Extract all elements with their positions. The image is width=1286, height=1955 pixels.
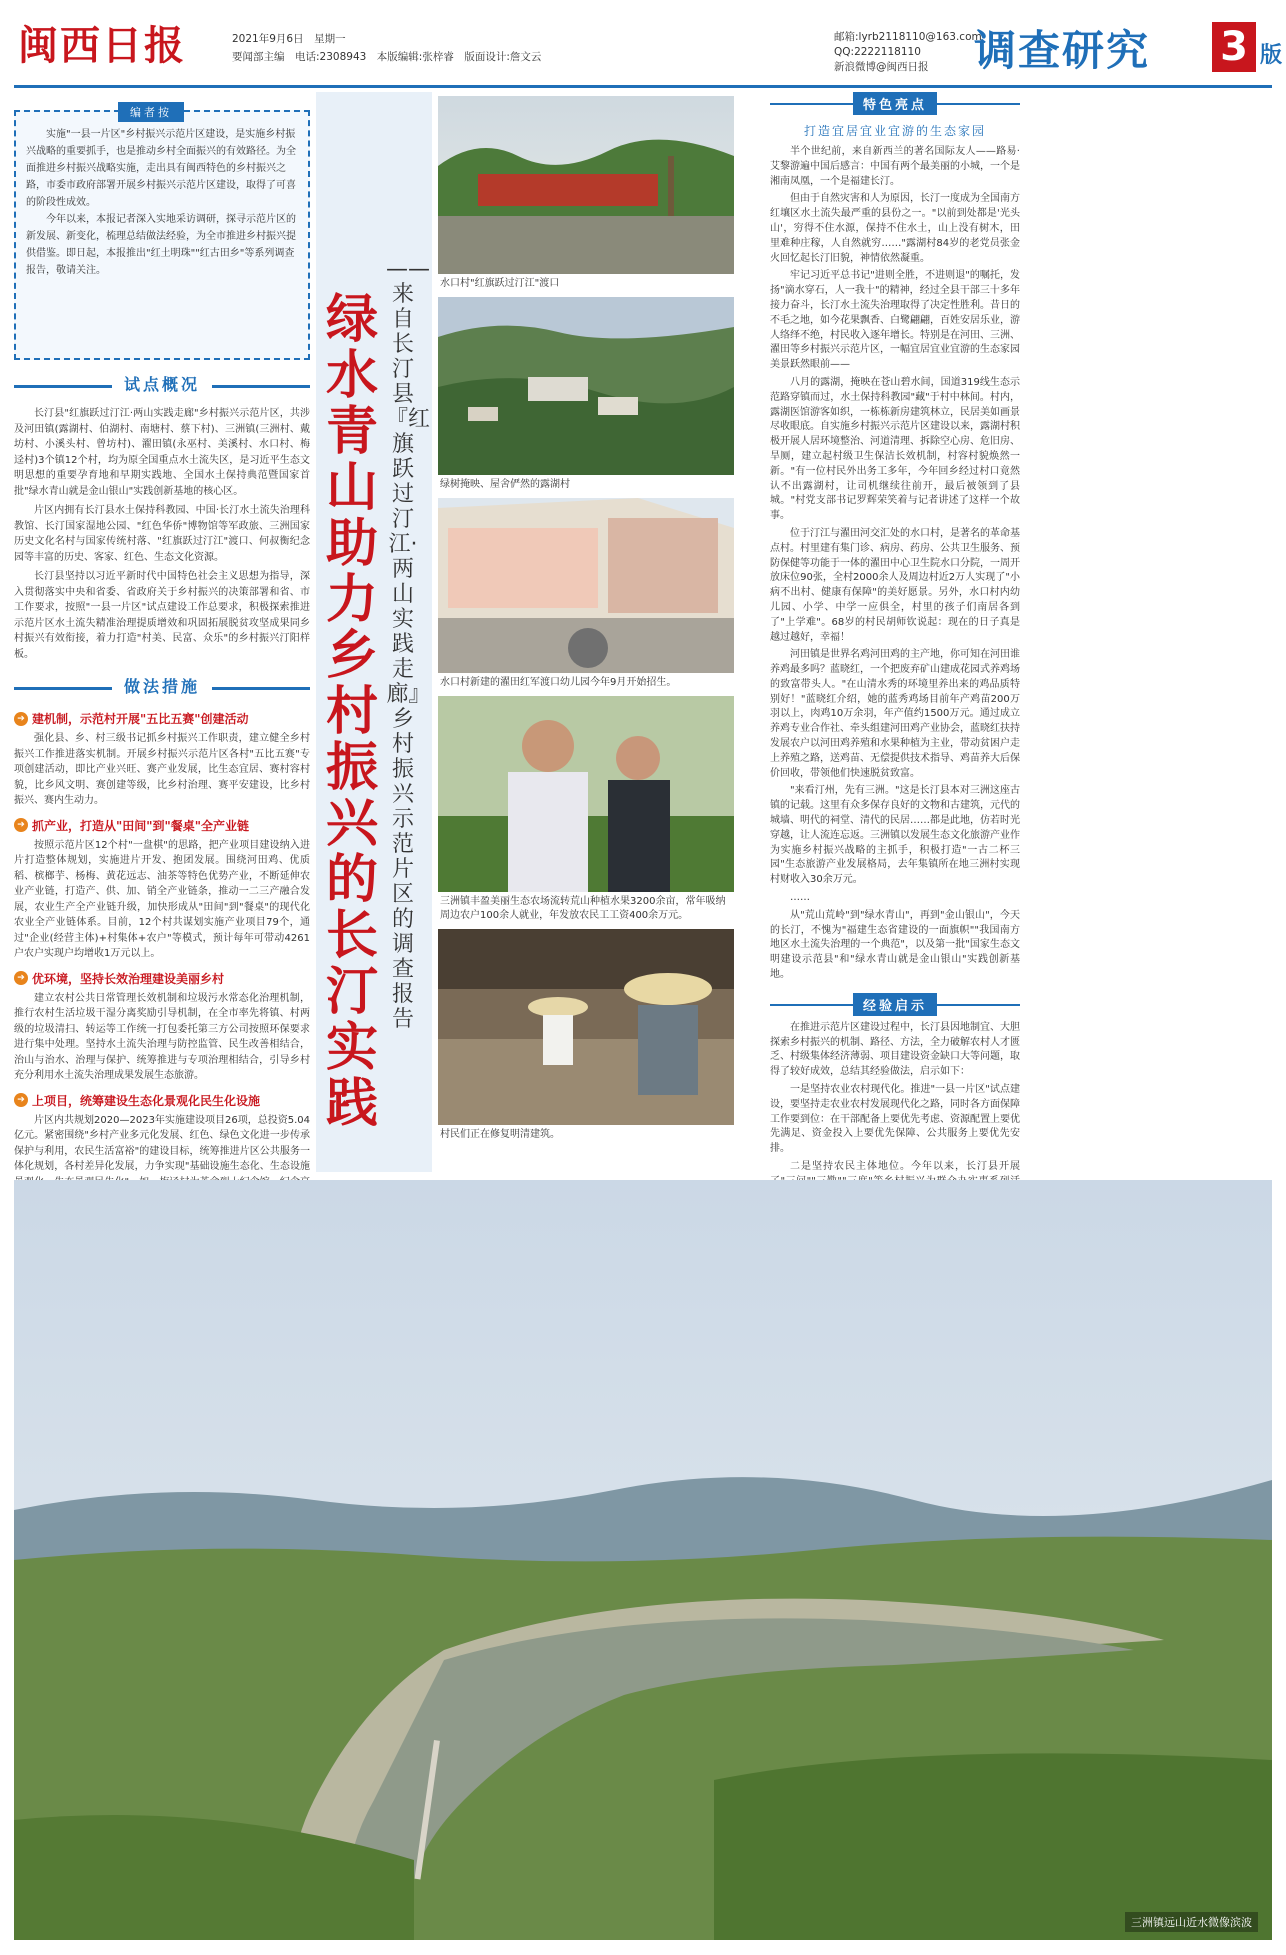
ferry-photo-image — [438, 96, 734, 274]
measure-text: 强化县、乡、村三级书记抓乡村振兴工作职责，建立健全乡村振兴工作推进落实机制。开展乡村振兴示范片区各村"五比五赛"专项创建活动，即比产业兴旺、赛产业发展，比生态宜居、赛村容村貌，比乡风文明、赛创建等级，比乡村治理、赛平安建设，比乡村振兴、赛内生动力。 — [14, 733, 310, 806]
measures-title: 做法措施 — [112, 674, 212, 697]
highlights-paragraph: "来看汀州，先有三洲。"这是长汀县本对三洲这座古镇的记载。这里有众多保存良好的文物和古建筑，元代的城墙、明代的祠堂、清代的民居……都是此地，仿若时光穿越，让人流连忘返。三洲镇以发展生态文化旅游产业作为实施乡村振兴战略的主抓手，积极打造"一古二杯三园"生态旅游产业发展格局，去年集镇所在地三洲村实现村财收入30余万元。 — [770, 785, 1020, 886]
photo-caption: 水口村新建的濯田红军渡口幼儿园今年9月开始招生。 — [440, 677, 677, 688]
panorama-photo — [14, 1180, 1272, 1940]
village-photo-image — [438, 297, 734, 475]
photo-kindergarten — [438, 498, 734, 673]
email-text: 邮箱:lyrb2118110@163.com — [834, 31, 982, 43]
photo-caption: 三洲镇丰盈美丽生态农场流转荒山种植水果3200余亩，常年吸纳周边农户100余人就业，年发放农民工工资400余万元。 — [440, 896, 726, 921]
masthead-contact — [834, 30, 982, 75]
highlights-paragraph: 牢记习近平总书记"进则全胜，不进则退"的嘱托，发扬"滴水穿石，人一我十"的精神，经过全县干部三十多年接力奋斗，长汀水土流失治理取得了决定性胜利。昔日的不毛之地，如今花果飘香、白鹭翩翩，百姓安居乐业，游人络绎不绝，村民收入逐年增长。特别是在河田、三洲、濯田等乡村振兴示范片区，一幅宜居宜业宜游的生态家园美景跃然眼前—— — [770, 270, 1020, 371]
highlights-title: 特色亮点 — [853, 92, 937, 115]
editor-note-paragraph: 实施"一县一片区"乡村振兴示范片区建设，是实施乡村振兴战略的重要抓手，也是推动乡村全面振兴的有效路径。为全面推进乡村振兴战略实施，走出具有闽西特色的乡村振兴之路，市委市政府部署开展乡村振兴示范片区建设，取得了可喜的阶段性成效。 — [26, 129, 296, 208]
section-title: 调查研究 — [974, 26, 1151, 75]
overview-paragraph: 长汀县坚持以习近平新时代中国特色社会主义思想为指导，深入贯彻落实中央和省委、省政府关于乡村振兴的决策部署和省、市工作要求，按照"一县一片区"试点建设工作总要求，积极探索推进示范片区水土流失精准治理提质增效和巩固拓展脱贫攻坚成果同乡村振兴有效衔接，着力打造"村美、民富、众乐"的乡村振兴汀阳样板。 — [14, 571, 310, 660]
photo-ferry-crossing — [438, 96, 734, 274]
overview-paragraph: 片区内拥有长汀县水土保持科教园、中国·长汀水土流失治理科教馆、长汀国家湿地公园、"红色华侨"博物馆等军政旅、三洲国家历史文化名村与国家传统村落、"红旗跃过汀江"渡口、何叔衡纪念园等丰富的历史、客家、红色、生态文化资源。 — [14, 505, 310, 563]
page-suffix: 版 — [1260, 43, 1283, 68]
kindergarten-photo-image — [438, 498, 734, 673]
photo-caption: 绿树掩映、屋舍俨然的露湖村 — [440, 479, 570, 490]
measure-text: 建立农村公共日常管理长效机制和垃圾污水常态化治理机制，推行农村生活垃圾干湿分离奖励引导机制，在全市率先将镇、村两级的垃圾清扫、转运等工作统一打包委托第三方公司按照环保要求进行集中处理。坚持水土流失治理与防控监管、民生改善相结合，治山与治水、治理与保护、统筹推进与专项治理相结合，引导乡村充分利用水土流失治理成果发展生态旅游。 — [14, 992, 310, 1081]
highlights-heading — [770, 92, 1020, 116]
newspaper-logo: 闽西日报 — [18, 22, 186, 69]
experience-title: 经验启示 — [853, 993, 937, 1016]
masthead-info — [232, 30, 541, 66]
measure-heading-text: 优环境，坚持长效治理建设美丽乡村 — [32, 971, 225, 986]
photo-restoration — [438, 929, 734, 1125]
measure-heading-text: 抓产业，打造从"田间"到"餐桌"全产业链 — [32, 818, 250, 833]
experience-paragraph: 二是坚持农民主体地位。今年以来，长汀县开展 — [790, 1161, 1020, 1172]
arrow-icon: ➔ — [14, 712, 28, 726]
panorama-image — [14, 1180, 1272, 1940]
measure-heading-text: 上项目，统筹建设生态化景观化民生化设施 — [32, 1093, 261, 1108]
restoration-photo-image — [438, 929, 734, 1125]
photo-farm-workers — [438, 696, 734, 892]
highlights-paragraph: 河田镇是世界名鸡河田鸡的主产地，你可知在河田谁养鸡最多吗？蓝晓红，一个把废弃矿山建成花园式养鸡场的致富带头人。"在山清水秀的环境里养出来的鸡品质特别好！"蓝晓红介绍，她的蓝秀鸡场目前年产鸡苗200万羽以上，肉鸡10万余羽，年产值约1500万元。通过成立养鸡专业合作社、牵头组建河田鸡产业协会，蓝晓红扶持发展农户以河田鸡养殖和水果种植为主业，带动贫困户走上养殖之路，送鸡苗、无偿提供技术指导、鸡苗养大后保价回收，带领他们快速脱贫致富。 — [770, 649, 1020, 779]
photo-luhu-village — [438, 297, 734, 475]
date-line: 2021年9月6日 星期一 — [232, 33, 346, 45]
highlights-subtitle: 打造宜居宜业宜游的生态家园 — [803, 124, 986, 138]
experience-paragraph: 一是坚持农业农村现代化。推进"一县一片区"试点建设，要坚持走农业农村发展现代化之路，同时各方面保障工作要到位：在干部配备上要优先考虑、资源配置上要优先满足、资金投入上要优先保障、公共服务上要优先安排。 — [770, 1084, 1020, 1155]
arrow-icon: ➔ — [14, 1093, 28, 1107]
farm-photo-image — [438, 696, 734, 892]
photo-column — [438, 96, 734, 1148]
editor-line: 要闻部主编 电话:2308943 本版编辑:张梓睿 版面设计:詹文云 — [232, 51, 542, 63]
overview-paragraph: 长汀县"红旗跃过汀江·两山实践走廊"乡村振兴示范片区，共涉及河田镇(露湖村、伯湖村、南塘村、蔡下村)、三洲镇(三洲村、戴坊村、小溪头村、曾坊村)、濯田镇(永巫村、美溪村、水口村、梅迳村)3个镇12个村，均为原全国重点水土流失区，是习近平生态文明思想的重要孕育地和早期实践地、全国水土保持典范暨国家首批"绿水青山就是金山银山"实践创新基地的核心区。 — [14, 408, 310, 497]
main-headline: 绿水青山助力乡村振兴的长汀实践 — [325, 290, 378, 1134]
measures-heading — [14, 674, 310, 702]
panorama-caption: 三洲镇远山近水微像滨波 — [1125, 1912, 1258, 1932]
qq-text: QQ:2222118110 — [834, 46, 921, 58]
editor-note — [14, 106, 310, 360]
overview-heading — [14, 372, 310, 400]
highlights-paragraph: 从"荒山荒岭"到"绿水青山"，再到"金山银山"，今天的长汀，不愧为"福建生态省建设的一面旗帜""我国南方地区水土流失治理的一个典范"，以及第一批"国家生态文明建设示范县"和"绿水青山就是金山银山"实践创新基地。 — [770, 909, 1020, 981]
measure-heading — [14, 1092, 310, 1109]
highlights-paragraph: 八月的露湖，掩映在苍山碧水间，国道319线生态示范路穿镇而过，水土保持科教园"藏"于村中林间。村内，露湖医馆游客如织，一栋栋新房建筑林立，民居美如画景尽收眼底。自实施乡村振兴示范片区建设以来，露湖村积极开展人居环境整治、河道清理、拆除空心房、危旧房、旱厕，建立起村级卫生保洁长效机制，村容村貌焕然一新。"有一位村民外出务工多年，今年回乡经过村口竟然认不出露湖村，让司机继续往前开，最后被领到了县城。"村党支部书记罗辉荣笑着与记者讲述了这样一个故事。 — [770, 376, 1020, 522]
headline-column — [316, 92, 432, 1172]
measure-text: 片区内共规划2020—2023年实施建设项目26项，总投资5.04亿元。紧密围绕"乡村产业多元化发展、红色、绿色文化进一步传承保护与利用，农民生活富裕"的建设目标，统筹推进片区公共服务一体化规划，各村差异化发展，力争实现"基础设施生态化、生态设施 — [14, 1114, 310, 1172]
measure-text: 按照示范片区12个村"一盘棋"的思路，把产业项目建设纳入进片打造整体规划，实施进片开发、抱团发展。围绕河田鸡、优质稻、槟榔芋、杨梅、黄花远志、油茶等特色优势产业，不断延伸农业产业链，打造产、供、加、销全产业链条，推动一二三产融合发展，农业生产全产业链升级，加快形成从"田间"到"餐桌"的现代化农业全产业链体系。目前，12个村共谋划实施产业项目79个，通过"企业(经营主体)+村集体+农户"等模式，预计每年可带动4261户农户实现户均增收1万元以上。 — [14, 839, 310, 959]
experience-paragraph: 在推进示范片区建设过程中，长汀县因地制宜、大胆探索乡村振兴的机制、路径、方法，全力破解农村人才匮乏、村级集体经济薄弱、项目建设资金缺口大等问题，取得了较好成效，总结其经验做法，启示如下： — [770, 1021, 1020, 1078]
weibo-text: 新浪微博@闽西日报 — [834, 61, 929, 73]
measure-heading — [14, 970, 310, 987]
highlights-paragraph: 半个世纪前，来自新西兰的著名国际友人——路易·艾黎游遍中国后感言：中国有两个最美丽的小城，一个是湘南凤凰，一个是福建长汀。 — [770, 146, 1020, 187]
arrow-icon: ➔ — [14, 971, 28, 985]
page-number: 3 — [1212, 22, 1256, 72]
highlights-paragraph: …… — [790, 892, 810, 904]
editor-note-paragraph: 今年以来，本报记者深入实地采访调研，探寻示范片区的新发展、新变化，梳理总结做法经验，为全市推进乡村振兴提供借鉴。即日起，本报推出"红土明珠""红古田乡"等系列调查报告，敬请关注。 — [26, 214, 296, 276]
highlights-paragraph: 位于汀江与濯田河交汇处的水口村，是著名的革命基点村。村里建有集门诊、病房、药房、公共卫生服务、预防保健等功能于一体的濯田中心卫生院水口分院，一周开放床位90张，全村2000余人及周边村近2万人实现了"小病不出村、健康有保障"的美好愿景。另外，水口村内幼儿园、小学、中学一应俱全，村里的孩子们南居各到了"上学难"。68岁的村民胡师钦说起：现在的日子真是越过越好，幸福！ — [770, 527, 1020, 643]
measure-heading — [14, 817, 310, 834]
photo-caption: 村民们正在修复明清建筑。 — [440, 1129, 560, 1140]
editor-note-tag: 编者按 — [118, 102, 184, 122]
arrow-icon: ➔ — [14, 818, 28, 832]
measure-heading-text: 建机制，示范村开展"五比五赛"创建活动 — [32, 712, 249, 726]
highlights-paragraph: 但由于自然灾害和人为原因，长汀一度成为全国南方红壤区水土流失最严重的县份之一。"以前到处都是'光头山'，穷得不住水源，保持不住水土，山上没有树木，田里难种庄稼，人自然就穷……"露湖村84岁的老党员张金火回忆起长汀旧貌，神情依然凝重。 — [770, 193, 1020, 264]
sub-headline: ——来自长汀县『红旗跃过汀江·两山实践走廊』乡村振兴示范片区的调查报告 — [386, 257, 431, 1032]
photo-caption: 水口村"红旗跃过汀江"渡口 — [440, 278, 560, 289]
masthead — [14, 8, 1283, 88]
experience-heading — [770, 993, 1020, 1017]
overview-title: 试点概况 — [112, 372, 212, 395]
measure-heading — [14, 710, 310, 727]
